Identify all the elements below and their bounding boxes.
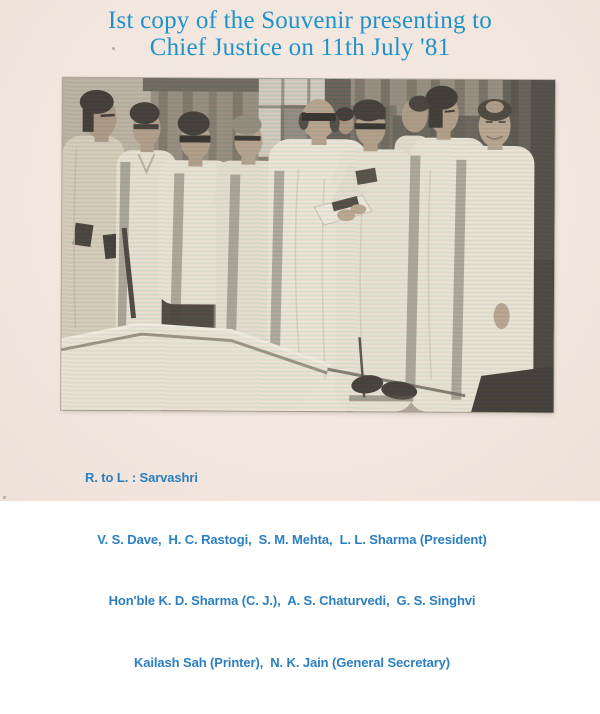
photograph — [61, 78, 555, 413]
caption-line-1: V. S. Dave, H. C. Rastogi, S. M. Mehta, L. L. Sharma (President) — [0, 530, 584, 551]
photo-caption — [0, 427, 600, 714]
caption-intro: R. to L. : Sarvashri — [0, 468, 600, 489]
caption-line-2: Hon'ble K. D. Sharma (C. J.), A. S. Chaturvedi, G. S. Singhvi — [0, 591, 584, 612]
title-line-1: Ist copy of the Souvenir presenting to — [0, 7, 600, 34]
scan-speck — [112, 47, 115, 50]
title-line-2: Chief Justice on 11th July '81 — [0, 34, 600, 61]
caption-line-3: Kailash Sah (Printer), N. K. Jain (General Secretary) — [0, 653, 584, 674]
photograph-illustration — [61, 78, 555, 413]
page-title — [0, 7, 600, 61]
